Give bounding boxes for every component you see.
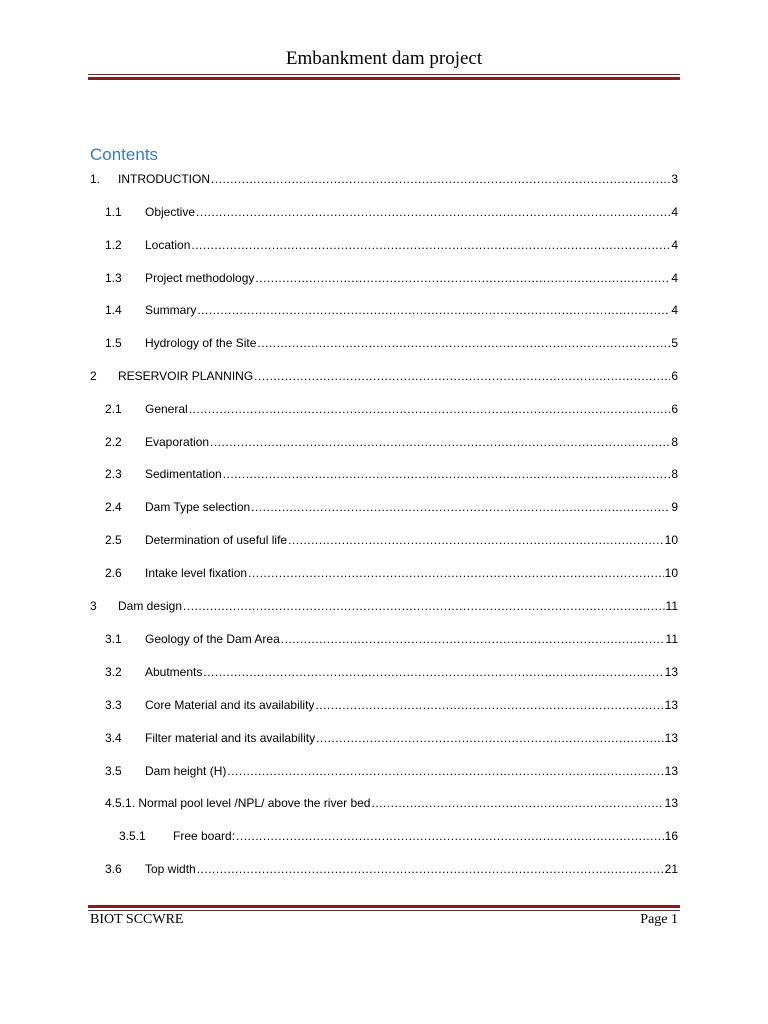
toc-page-number: 8	[671, 435, 678, 449]
toc-page-number: 4	[671, 303, 678, 317]
toc-page-number: 21	[664, 862, 678, 876]
toc-entry-3[interactable]	[90, 598, 678, 614]
toc-title: Determination of useful life	[145, 533, 288, 547]
toc-dot-leader	[211, 171, 670, 187]
footer-rule-thin	[88, 910, 680, 911]
toc-number: 3.1	[105, 632, 122, 646]
toc-title: Summary	[145, 303, 197, 317]
toc-title: Objective	[145, 205, 196, 219]
toc-page-number: 11	[665, 632, 678, 646]
toc-title: Dam design	[118, 599, 183, 613]
toc-entry-3-6[interactable]	[105, 861, 678, 877]
footer-rule-thick	[88, 905, 680, 908]
toc-number: 3.5.1	[119, 829, 146, 843]
toc-page-number: 10	[664, 533, 678, 547]
toc-title: Dam Type selection	[145, 500, 251, 514]
toc-page-number: 8	[671, 467, 678, 481]
toc-entry-3-1[interactable]	[105, 631, 678, 647]
toc-page-number: 10	[664, 566, 678, 580]
toc-dot-leader	[315, 697, 663, 713]
toc-page-number: 4	[671, 238, 678, 252]
toc-title: 4.5.1. Normal pool level /NPL/ above the river bed	[105, 796, 371, 810]
toc-title: Core Material and its availability	[145, 698, 315, 712]
toc-number: 2.4	[105, 500, 122, 514]
toc-dot-leader	[251, 499, 670, 515]
toc-entry-3-4[interactable]	[105, 730, 678, 746]
toc-page-number: 6	[671, 369, 678, 383]
toc-number: 2.5	[105, 533, 122, 547]
toc-title: Top width	[145, 862, 196, 876]
toc-dot-leader	[255, 270, 670, 286]
toc-dot-leader	[316, 730, 664, 746]
toc-entry-4-5-1[interactable]	[105, 795, 678, 811]
toc-entry-2-1[interactable]	[105, 401, 678, 417]
toc-entry-2-2[interactable]	[105, 434, 678, 450]
toc-entry-1-2[interactable]	[105, 237, 678, 253]
toc-number: 2.6	[105, 566, 122, 580]
toc-title: Hydrology of the Site	[145, 336, 257, 350]
toc-dot-leader	[236, 828, 664, 844]
toc-number: 3	[90, 599, 97, 613]
toc-page-number: 13	[664, 796, 678, 810]
toc-entry-3-3[interactable]	[105, 697, 678, 713]
toc-number: 1.4	[105, 303, 122, 317]
toc-entry-1-4[interactable]	[105, 302, 678, 318]
toc-page-number: 5	[671, 336, 678, 350]
toc-number: 2.3	[105, 467, 122, 481]
toc-title: Filter material and its availability	[145, 731, 316, 745]
toc-page-number: 4	[671, 205, 678, 219]
toc-page-number: 3	[671, 172, 678, 186]
toc-entry-3-5[interactable]	[105, 763, 678, 779]
toc-entry-2-5[interactable]	[105, 532, 678, 548]
toc-number: 1.	[90, 172, 101, 186]
toc-page-number: 9	[671, 500, 678, 514]
toc-entry-2-4[interactable]	[105, 499, 678, 515]
toc-page-number: 13	[664, 731, 678, 745]
toc-entry-1-1[interactable]	[105, 204, 678, 220]
toc-number: 3.6	[105, 862, 122, 876]
toc-number: 1.5	[105, 336, 122, 350]
toc-entry-1-3[interactable]	[105, 270, 678, 286]
toc-page-number: 13	[664, 665, 678, 679]
toc-number: 2	[90, 369, 97, 383]
toc-title: Location	[145, 238, 191, 252]
toc-title: INTRODUCTION	[118, 172, 210, 186]
toc-number: 2.2	[105, 435, 122, 449]
toc-title: Evaporation	[145, 435, 210, 449]
toc-entry-1[interactable]	[90, 171, 678, 187]
footer-page-number: Page 1	[640, 912, 678, 927]
toc-dot-leader	[288, 532, 664, 548]
toc-entry-2-3[interactable]	[105, 466, 678, 482]
toc-page-number: 4	[671, 271, 678, 285]
toc-dot-leader	[210, 434, 670, 450]
toc-title: Project methodology	[145, 271, 255, 285]
toc-dot-leader	[183, 598, 665, 614]
toc-dot-leader	[223, 466, 671, 482]
toc-number: 1.1	[105, 205, 122, 219]
toc-dot-leader	[196, 204, 670, 220]
toc-title: General	[145, 402, 188, 416]
footer-organization: BIOT SCCWRE	[90, 912, 184, 927]
toc-page-number: 16	[664, 829, 678, 843]
toc-dot-leader	[371, 795, 663, 811]
toc-title: Sedimentation	[145, 467, 222, 481]
toc-dot-leader	[257, 335, 670, 351]
toc-number: 3.2	[105, 665, 122, 679]
toc-number: 3.4	[105, 731, 122, 745]
toc-number: 3.3	[105, 698, 122, 712]
toc-dot-leader	[248, 565, 664, 581]
toc-dot-leader	[227, 763, 663, 779]
contents-heading: Contents	[90, 145, 159, 164]
toc-number: 1.3	[105, 271, 122, 285]
toc-dot-leader	[281, 631, 665, 647]
toc-page-number: 6	[671, 402, 678, 416]
toc-entry-2[interactable]	[90, 368, 678, 384]
toc-title: Abutments	[145, 665, 203, 679]
toc-page-number: 11	[665, 599, 678, 613]
toc-title: Geology of the Dam Area	[145, 632, 280, 646]
toc-title: Dam height (H)	[145, 764, 227, 778]
toc-dot-leader	[197, 302, 670, 318]
toc-entry-1-5[interactable]	[105, 335, 678, 351]
toc-dot-leader	[254, 368, 670, 384]
toc-entry-3-2[interactable]	[105, 664, 678, 680]
toc-dot-leader	[203, 664, 663, 680]
toc-entry-2-6[interactable]	[105, 565, 678, 581]
toc-entry-3-5-1[interactable]	[119, 828, 678, 844]
toc-number: 2.1	[105, 402, 122, 416]
toc-dot-leader	[191, 237, 670, 253]
toc-title: Free board:	[173, 829, 236, 843]
toc-dot-leader	[189, 401, 671, 417]
toc-page-number: 13	[664, 764, 678, 778]
toc-dot-leader	[197, 861, 664, 877]
running-header-title: Embankment dam project	[285, 48, 483, 69]
toc-title: RESERVOIR PLANNING	[118, 369, 254, 383]
toc-page-number: 13	[664, 698, 678, 712]
toc-title: Intake level fixation	[145, 566, 248, 580]
toc-number: 3.5	[105, 764, 122, 778]
toc-number: 1.2	[105, 238, 122, 252]
